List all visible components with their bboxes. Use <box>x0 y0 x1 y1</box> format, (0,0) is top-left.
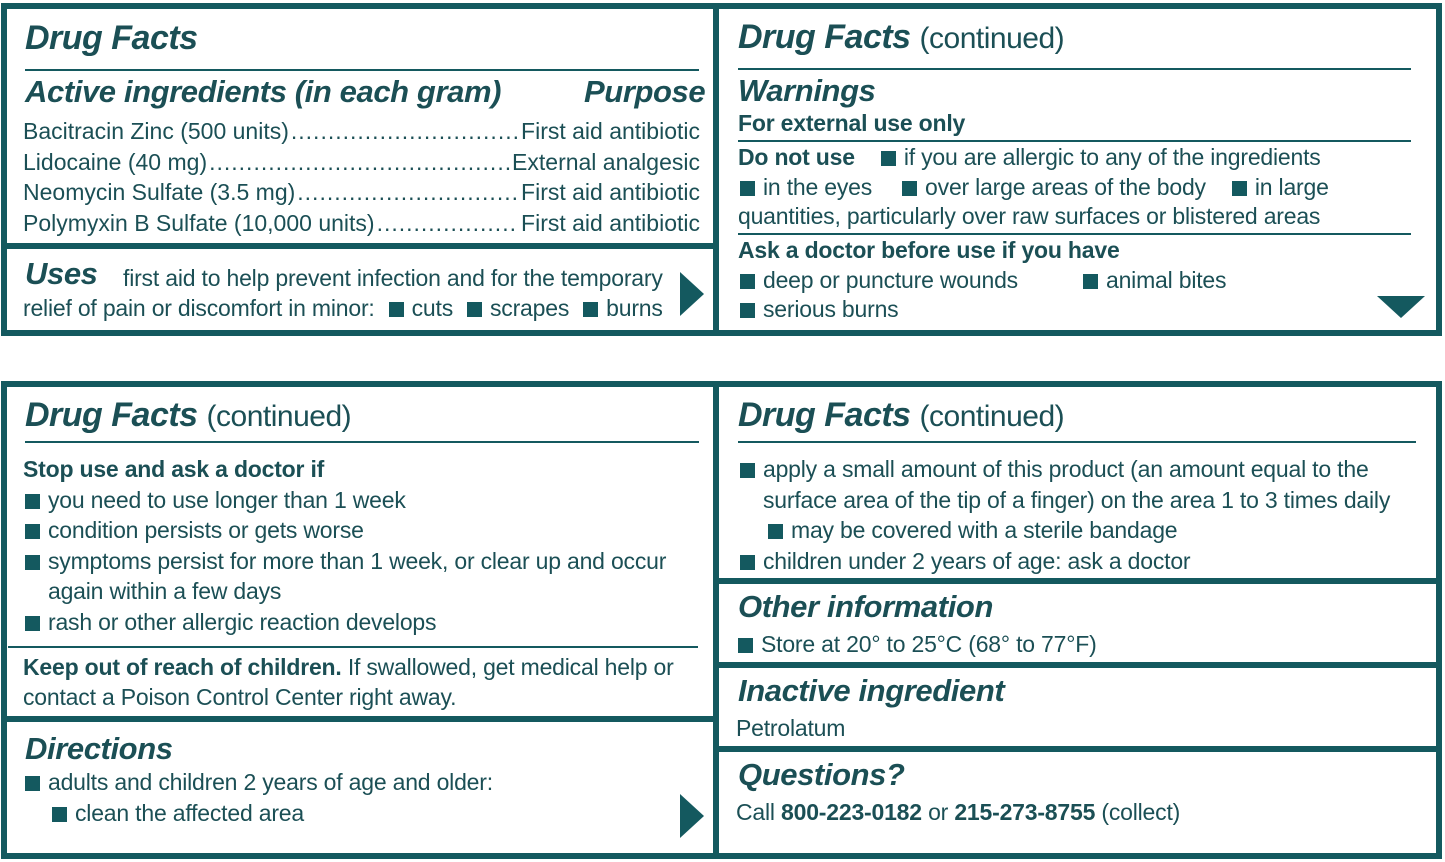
bullet-icon <box>25 524 40 539</box>
bullet-icon <box>1232 181 1247 196</box>
directions-item <box>740 546 1190 576</box>
inactive-heading: Inactive ingredient <box>738 673 1005 708</box>
panel2-continued: (continued) <box>919 22 1065 55</box>
bullet-icon <box>768 524 783 539</box>
do-not-use-item: in large <box>1254 174 1329 200</box>
panel4-title-text: Drug Facts <box>738 396 911 434</box>
questions-call: Call <box>736 799 775 825</box>
questions-line <box>736 797 1180 827</box>
leader-dots <box>209 147 510 177</box>
questions-heading: Questions? <box>738 757 905 792</box>
panel4-title <box>738 395 1064 437</box>
keep-out-text: If swallowed, get medical help or <box>347 654 674 680</box>
bullet-icon <box>25 616 40 631</box>
stop-use-item-text: condition persists or gets worse <box>48 517 364 543</box>
stop-use-item-text: rash or other allergic reaction develops <box>48 609 437 635</box>
ask-doctor-item <box>740 294 898 324</box>
continue-down-arrow-icon <box>1377 296 1425 318</box>
keep-out-line1 <box>23 652 674 682</box>
uses-item-cuts: cuts <box>411 295 453 321</box>
do-not-use-item: over large areas of the body <box>925 174 1206 200</box>
stop-use-item-text: you need to use longer than 1 week <box>48 487 406 513</box>
ingredient-row <box>23 177 700 207</box>
ask-doctor-item-text: serious burns <box>763 296 899 322</box>
stop-use-item-continuation: again within a few days <box>48 578 282 604</box>
ask-doctor-heading: Ask a doctor before use if you have <box>738 237 1120 263</box>
ingredient-purpose: First aid antibiotic <box>521 118 700 144</box>
directions-heading: Directions <box>25 731 173 766</box>
keep-out-bold: Keep out of reach of children. <box>23 654 342 680</box>
bullet-icon <box>25 555 40 570</box>
bullet-icon <box>740 274 755 289</box>
ingredient-purpose: First aid antibiotic <box>521 179 700 205</box>
ingredient-name: Polymyxin B Sulfate (10,000 units) <box>23 210 375 236</box>
panel3-continued: (continued) <box>206 400 352 433</box>
do-not-use-item: if you are allergic to any of the ingredients <box>903 144 1321 170</box>
directions-subitem <box>52 798 304 828</box>
other-info-item-text: Store at 20° to 25°C (68° to 77°F) <box>761 631 1097 657</box>
inactive-value: Petrolatum <box>736 715 846 741</box>
bullet-icon <box>740 463 755 478</box>
stop-use-item <box>25 607 436 637</box>
stop-use-item <box>25 485 406 515</box>
top-divider <box>713 3 719 336</box>
uses-item-scrapes: scrapes <box>490 295 570 321</box>
do-not-use-item: in the eyes <box>763 174 873 200</box>
questions-or: or <box>928 799 949 825</box>
other-info-item <box>738 629 1097 659</box>
panel4-title-rule <box>738 441 1416 443</box>
bullet-icon <box>902 181 917 196</box>
directions-item-text: children under 2 years of age: ask a doctor <box>763 548 1191 574</box>
stop-use-item-text: symptoms persist for more than 1 week, or clear up and occur <box>48 548 667 574</box>
panel1-title-rule <box>25 69 699 71</box>
ask-doctor-item <box>1083 265 1226 295</box>
directions-item-text: adults and children 2 years of age and older: <box>48 769 493 795</box>
uses-line2 <box>23 293 663 323</box>
panel2-title-rule <box>738 68 1411 70</box>
next-panel-arrow-icon <box>680 272 704 316</box>
bullet-icon <box>740 555 755 570</box>
bullet-icon <box>1083 274 1098 289</box>
bullet-icon <box>740 181 755 196</box>
bullet-icon <box>738 638 753 653</box>
stop-use-item <box>25 546 666 576</box>
ask-doctor-item <box>740 265 1018 295</box>
directions-subitem-text: may be covered with a sterile bandage <box>791 517 1178 543</box>
active-ingredients-heading: Active ingredients (in each gram) <box>25 74 502 109</box>
bullet-icon <box>25 494 40 509</box>
ask-doctor-item-text: animal bites <box>1106 267 1227 293</box>
questions-collect: (collect) <box>1101 799 1181 825</box>
next-panel-arrow-icon <box>680 794 704 838</box>
directions-item <box>25 767 493 797</box>
uses-divider <box>1 243 717 249</box>
ingredient-name: Neomycin Sulfate (3.5 mg) <box>23 179 296 205</box>
questions-divider <box>713 746 1442 752</box>
bullet-icon <box>881 151 896 166</box>
stop-use-item <box>25 515 364 545</box>
panel3-title-text: Drug Facts <box>25 396 198 434</box>
bullet-icon <box>389 302 404 317</box>
ingredient-row <box>23 208 700 238</box>
ingredient-name: Lidocaine (40 mg) <box>23 149 208 175</box>
ingredient-row <box>23 116 700 146</box>
directions-subitem-text: clean the affected area <box>75 800 304 826</box>
inactive-divider <box>713 662 1442 668</box>
panel3-title-rule <box>25 441 699 443</box>
stop-use-heading: Stop use and ask a doctor if <box>23 456 325 482</box>
uses-line2-text: relief of pain or discomfort in minor: <box>23 295 375 321</box>
ingredient-name: Bacitracin Zinc (500 units) <box>23 118 289 144</box>
ingredient-row <box>23 147 700 177</box>
other-info-divider <box>713 578 1442 584</box>
panel3-title <box>25 395 351 437</box>
leader-dots <box>297 177 519 207</box>
do-not-use-label: Do not use <box>738 144 855 170</box>
ingredient-purpose: External analgesic <box>512 149 700 175</box>
uses-heading: Uses <box>25 256 98 291</box>
bullet-icon <box>740 303 755 318</box>
other-info-heading: Other information <box>738 589 993 624</box>
keep-out-rule <box>8 646 698 648</box>
panel4-continued: (continued) <box>919 400 1065 433</box>
directions-item-text: apply a small amount of this product (an amount equal to the <box>763 456 1369 482</box>
warnings-heading: Warnings <box>738 73 876 108</box>
directions-divider <box>1 716 717 722</box>
external-use-text: For external use only <box>738 110 966 136</box>
ask-doctor-item-text: deep or puncture wounds <box>763 267 1018 293</box>
panel2-title-text: Drug Facts <box>738 18 911 56</box>
bullet-icon <box>467 302 482 317</box>
uses-item-burns: burns <box>606 295 663 321</box>
panel1-title: Drug Facts <box>25 19 198 57</box>
directions-item <box>740 454 1369 484</box>
purpose-heading: Purpose <box>584 74 706 109</box>
leader-dots <box>377 208 519 238</box>
directions-subitem <box>768 515 1177 545</box>
bottom-divider <box>713 381 719 859</box>
ingredient-purpose: First aid antibiotic <box>521 210 700 236</box>
do-not-use-line3: quantities, particularly over raw surfaces or blistered areas <box>738 203 1321 229</box>
uses-line1: first aid to help prevent infection and for the temporary <box>123 265 663 291</box>
phone-number: 800-223-0182 <box>781 799 922 825</box>
bullet-icon <box>52 807 67 822</box>
keep-out-line2: contact a Poison Control Center right away. <box>23 684 457 710</box>
do-not-use-line2 <box>740 172 1329 202</box>
phone-number: 215-273-8755 <box>954 799 1096 825</box>
do-not-use-line1 <box>738 142 1321 172</box>
bullet-icon <box>25 776 40 791</box>
leader-dots <box>291 116 519 146</box>
panel2-title <box>738 17 1064 59</box>
bullet-icon <box>583 302 598 317</box>
directions-item-continuation: surface area of the tip of a finger) on the area 1 to 3 times daily <box>763 487 1391 513</box>
